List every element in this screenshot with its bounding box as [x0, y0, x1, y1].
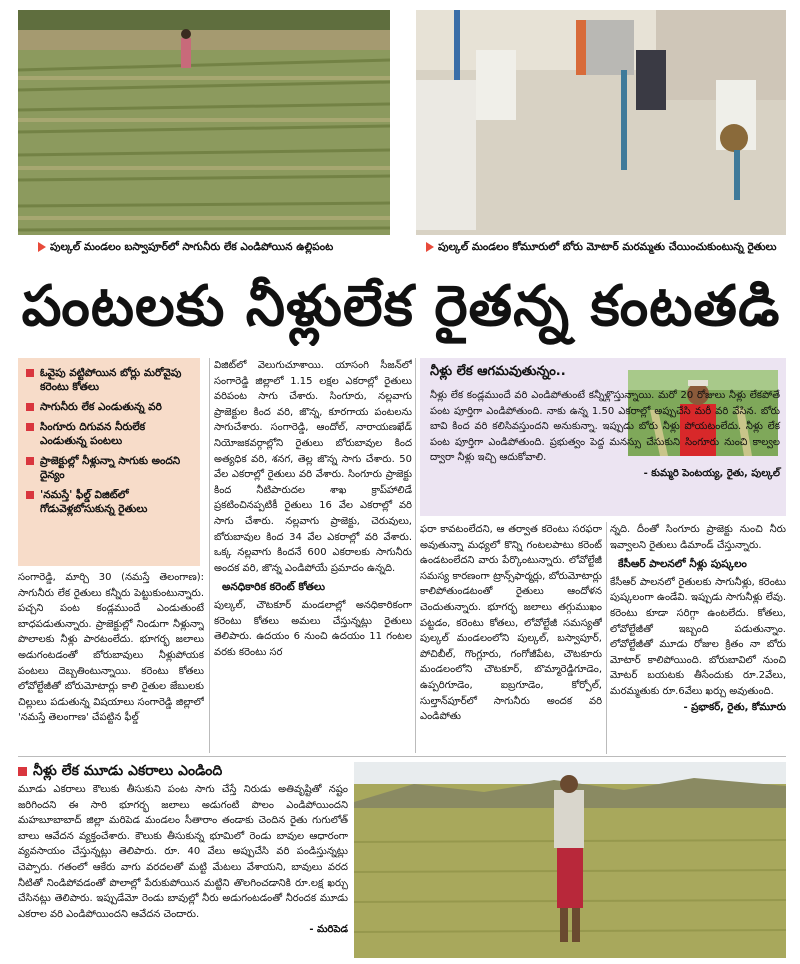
highlight-item: సాగునీరు లేక ఎండుతున్న వరి [26, 400, 194, 414]
highlights-list [18, 358, 200, 516]
article-column-2 [214, 358, 412, 753]
column-2-text-continued: పుల్కల్, చౌటకూర్ మండలాల్లో అనధికారికంగా కరెంటు కోతలు అమలు చేస్తున్నట్లు రైతులు తెలిపారు. ఉదయం 6 నుంచి ఉదయం 11 గంటల వరకు కరెంటు సర [214, 599, 412, 658]
section-2-title: నీళ్లు లేక మూడు ఎకరాలు ఎండింది [18, 762, 222, 780]
column-divider [209, 358, 210, 753]
article-column-4 [610, 522, 786, 754]
article-column-1 [18, 570, 204, 752]
article-column-3 [420, 522, 602, 754]
section-2-attribution: - మరిపెడ [309, 924, 348, 936]
quote-body: నీళ్లు లేక కండ్లముందే వరి ఎండిపోతుంటే కన్నీళ్లొస్తున్నాయి. మరో 20 రోజులు నీళ్లు లేకపోతే పంట పూర్తిగా ఎండిపోతుంది. నాకు ఉన్న 1.50 ఎకరాల్లో అప్పుచేసి మరీ వరి వేసిన. బోరు బావి కింద వరి కలిసివస్తుందని అనుకున్నా. ఇప్పుడు బోరు నీళ్లు పోయటంలేదు. నీళ్లు లేక పంట పూర్తిగా ఎండిపోతుంది. ప్రభుత్వం పెద్ద మనస్సు చేసుకుని సింగూరు నుంచి కాల్వల ద్వారా నీళ్లు ఇచ్చి ఆదుకోవాలి. [430, 390, 780, 464]
caption-arrow-icon [38, 242, 46, 252]
photo2-caption: పుల్కల్ మండలం కోమూరులో బోరు మోటార్ మరమ్మతు చేయించుకుంటున్న రైతులు [426, 240, 786, 254]
section-2-text: మూడు ఎకరాలు కౌలుకు తీసుకుని పంట సాగు చేస్తే నిరుడు అతివృష్టితో నష్టం జరిగిందని ఈ సారి భూగర్భ జలాలు అడుగంటి పొలం ఎండిపోయిందని మహబూబాబాద్ జిల్లా మరిపెడ మండలం సీతారాం తండాకు చెందిన రైతు గుగులోత్ బాలు ఆవేదన వ్యక్తంచేశారు. కౌలుకు తీసుకున్న భూమిలో రెండు బావుల ఆధారంగా వ్యవసాయం చేస్తున్నట్లు తెలిపారు. రూ. 40 వేలు అప్పుచేసి వరి పండిస్తున్నట్లు చెప్పారు. గతంలో ఆకేరు వాగు వరదలతో మట్టి మేటలు వేశాయని, బావులు వరద నీటితో నిండిపోవడంతో పొలాల్లో పేరుకుపోయిన మట్టిని తొలగించడానికి రూ.లక్ష ఖర్చు చేసినట్లు తెలిపారు. ఇప్పుడేమో రెండు బావుల్లో నీరు అడుగంటడంతో నీరందక మూడు ఎకరాల వరి ఎండిపోయిందని ఆవేదన చెందారు. [18, 784, 348, 920]
photo-bore-motor-repair [416, 10, 786, 235]
highlights-box [18, 358, 200, 566]
column-4-attribution: - ప్రభాకర్, రైతు, కోమూరు [683, 701, 786, 713]
column-2-text: విజిట్‌లో వెలుగుచూశాయి. యాసంగి సీజన్‌లో సంగారెడ్డి జిల్లాలో 1.15 లక్షల ఎకరాల్లో రైతులు వరిపంట సాగు చేశారు. సింగూరు, నల్లవాగు ప్రాజెక్టుల కింద వరి, జొన్న, కూరగాయ పంటలను సాగుచేశారు. సంగారెడ్డి, ఆందోల్, నారాయణఖేడ్ నియోజకవర్గాల్లోని రైతులు బోరుబావుల కింద అత్యధిక వరి, శనగ, తెల్ల జొన్న సాగు చేశారు. 50 వేల ఎకరాల్లో రైతులు వరి వేశారు. సింగూరు ప్రాజెక్టు కింద నీటిపారుదల శాఖ క్రాప్‌హాలిడే ప్రకటించినప్పటికీ రైతులు 16 వేల ఎకరాల్లో వరి సాగు చేశారు. నల్లవాగు ప్రాజెక్టు, చెరువులు, బోరుబావుల కింద 34 వేల ఎకరాల్లో వరి వేశారు. ఒక్క నల్లవాగు కిందనే 600 ఎకరాలకు సాగునీరు అందక వరి, జొన్న ఎండిపోయే ప్రమాదం ఉన్నది. [214, 360, 412, 574]
section-divider [18, 756, 786, 757]
highlight-item: 'నమస్తే' ఫీల్డ్ విజిట్‌లో గోడువెళ్లబోసుకున్న రైతులు [26, 488, 194, 516]
quote-title: నీళ్లు లేక ఆగమవుతున్నం.. [430, 364, 566, 379]
subhead-kcr-era: కేసీఆర్ పాలనలో నీళ్లు పుష్కలం [618, 558, 747, 571]
quote-attribution: - కుమ్మరి పెంటయ్య, రైతు, పుల్కల్ [643, 467, 780, 479]
column-1-text: సంగారెడ్డి, మార్చి 30 (నమస్తే తెలంగాణ): సాగునీరు లేక రైతులు కన్నీరు పెట్టుకుంటున్నారు. పచ్చని పంట కండ్లముందే ఎండుతుంటే బాధపడుతున్నారు. ప్రాజెక్టుల్లో నిండుగా నీళ్లున్నా పొలాలకు నీళ్లు పారటంలేదు. భూగర్భ జలాలు అడుగంటడంతో బోరుబావులు నీళ్లుపోయక పంటలు దెబ్బతింటున్నాయి. కరెంటు కోతలు లోవోల్టేజీతో బోరుమోటార్లు కాలి రైతుల జేబులకు చిల్లులు పడుతున్న విషయాలు సంగారెడ్డి జిల్లాలో 'నమస్తే తెలంగాణ' చేపట్టిన ఫీల్డ్ [18, 572, 204, 724]
field-photo-graphic [18, 10, 390, 235]
highlight-item: సింగూరు దిగువన నీరులేక ఎండుతున్న పంటలు [26, 420, 194, 448]
column-3-text: ఫరా కావటంలేదని, ఆ తర్వాత కరెంటు సరఫరా అవుతున్నా మధ్యలో కొన్ని గంటలపాటు కరెంట్ ఉండటంలేదని వారు పేర్కొంటున్నారు. లోవోల్టేజీ సమస్య కారణంగా ట్రాన్స్‌ఫార్మర్లు, బోరుమోటార్లు కాలిపోతుండటంతో రైతులు ఆందోళన చెందుతున్నారు. భూగర్భ జలాలు తగ్గుముఖం పట్టడం, కరెంటు కోతలు, లోవోల్టేజీ సమస్యతో పుల్కల్ మండలంలోని పుల్కల్, బస్వాపూర్, పోచిబీల్, గొంగ్లూరు, గంగోజీపేట, చౌటకూరు మండలంలోని చౌటకూర్, బొమ్మారెడ్డిగూడెం, ఉప్పరిగూడెం, ఐబ్రగూడెం, కోర్పోల్, సుల్తాన్‌పూర్‌లో సాగునీరు అందక వరి ఎండిపోతు [420, 524, 602, 723]
main-headline: పంటలకు నీళ్లులేక రైతన్న కంటతడి [21, 274, 781, 339]
column-4-text-continued: కేసీఆర్ పాలనలో రైతులకు సాగునీళ్లు, కరెంటు పుష్కలంగా ఉండేవి. ఇప్పుడు సాగునీళ్లు లేవు. కరెంటు కూడా సరిగ్గా ఉంటలేదు. కోతలు, లోవోల్టేజీతో ఇబ్బంది పడుతున్నాం. లోవోల్టేజీతో మూడు రోజుల క్రితం నా బోరు మోటార్ కాలిపోయింది. బోరుబావిలో నుంచి మోటర్ బయటకు తీసేందుకు రూ.2వేలు, మరమ్మతుకు రూ.6వేలు ఖర్చు అవుతుంది. [610, 576, 786, 697]
column-divider [606, 522, 607, 754]
section-2-body [18, 782, 348, 960]
column-divider [415, 358, 416, 753]
farmer-quote-box [420, 358, 786, 516]
highlight-item: ఓవైపు వట్టిపోయిన బోర్లు మరోవైపు కరెంటు కోతలు [26, 366, 194, 394]
section-marker-icon [18, 767, 27, 776]
photo1-caption: పుల్కల్ మండలం బస్వాపూర్‌లో సాగునీరు లేక ఎండిపోయిన ఉల్లిపంట [38, 240, 390, 254]
highlight-item: ప్రాజెక్టుల్లో నీళ్లున్నా సాగుకు అందని దైన్యం [26, 454, 194, 482]
quote-text [430, 388, 780, 482]
repair-photo-graphic [416, 10, 786, 235]
subhead-power-cuts: అనధికారిక కరెంట్ కోతలు [222, 581, 325, 594]
dry-field-photo-graphic [354, 762, 786, 958]
photo-dried-onion-field [18, 10, 390, 235]
column-4-text: న్నది. దీంతో సింగూరు ప్రాజెక్టు నుంచి నీరు ఇవ్వాలని రైతులు డిమాండ్ చేస్తున్నారు. [610, 524, 786, 551]
photo-farmer-dry-field [354, 762, 786, 958]
caption-arrow-icon [426, 242, 434, 252]
